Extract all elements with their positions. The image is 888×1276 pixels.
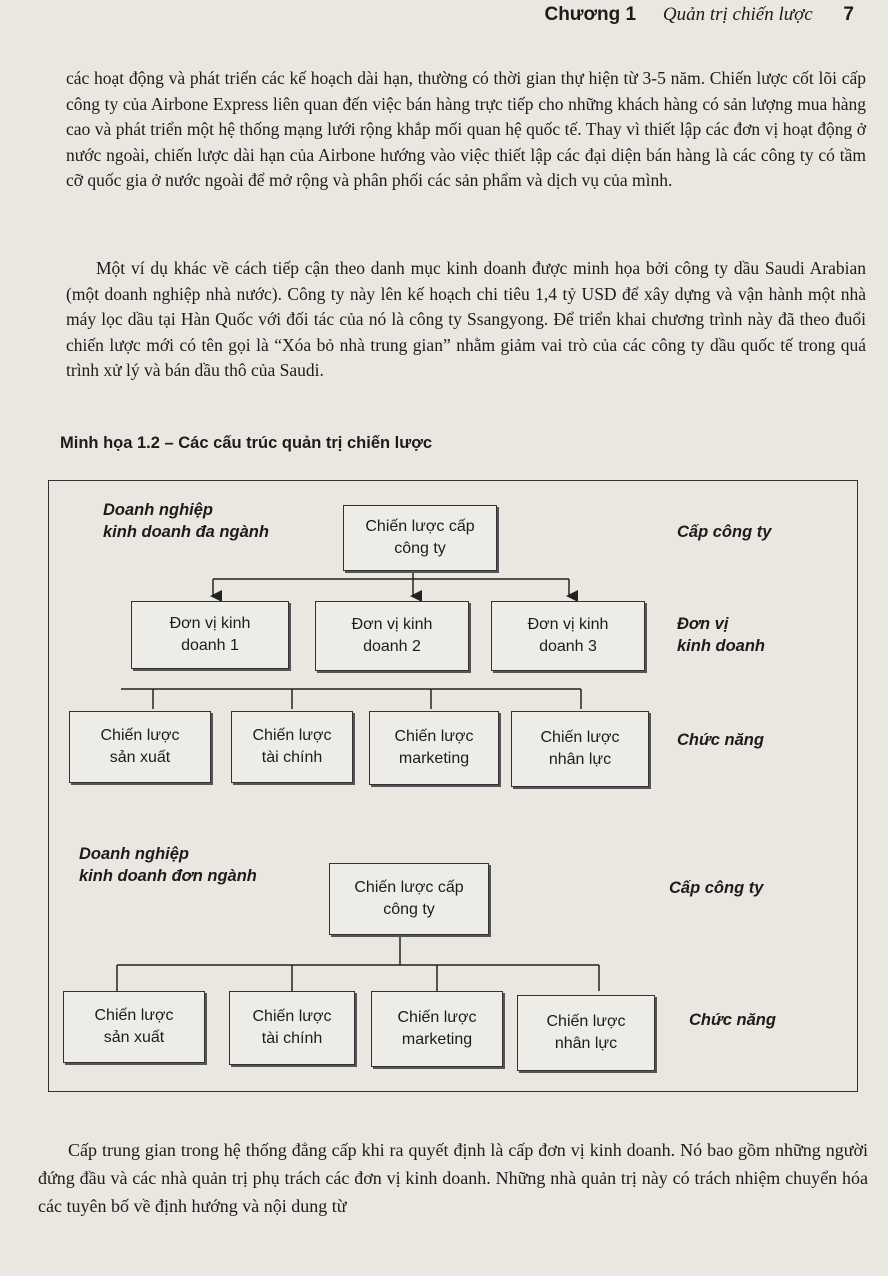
multi-function-level-label: Chức năng	[677, 731, 764, 749]
single-corporate-strategy-box: Chiến lược cấp công ty	[329, 863, 489, 935]
multi-corporate-level-label: Cấp công ty	[677, 523, 772, 541]
single-corporate-level-label: Cấp công ty	[669, 879, 764, 897]
chapter-title: Quản trị chiến lược	[662, 4, 813, 25]
figure-caption: Minh họa 1.2 – Các cấu trúc quản trị chiến lược	[60, 434, 433, 452]
business-unit-1-box: Đơn vị kinh doanh 1	[131, 601, 289, 669]
single-function-marketing-box: Chiến lược marketing	[371, 991, 503, 1067]
single-function-level-label: Chức năng	[689, 1011, 776, 1029]
single-function-finance-box: Chiến lược tài chính	[229, 991, 355, 1065]
single-function-hr-box: Chiến lược nhân lực	[517, 995, 655, 1071]
multi-business-type-label: Doanh nghiệp kinh doanh đa ngành	[103, 501, 269, 541]
business-unit-2-box: Đơn vị kinh doanh 2	[315, 601, 469, 671]
multi-function-finance-box: Chiến lược tài chính	[231, 711, 353, 783]
multi-function-marketing-box: Chiến lược marketing	[369, 711, 499, 785]
chapter-label: Chương 1	[544, 4, 637, 25]
single-business-type-label: Doanh nghiệp kinh doanh đơn ngành	[79, 845, 257, 885]
single-function-production-box: Chiến lược sản xuất	[63, 991, 205, 1063]
multi-function-hr-box: Chiến lược nhân lực	[511, 711, 649, 787]
page-number: 7	[843, 4, 854, 25]
paragraph-3: Cấp trung gian trong hệ thống đẳng cấp khi ra quyết định là cấp đơn vị kinh doanh. Nó bao gồm những người đứng đầu và các nhà quản trị phụ trách các đơn vị kinh doanh. Những nhà quản trị này có trách nhiệm chuyển hóa các tuyên bố về định hướng và nội dung từ	[38, 1140, 868, 1216]
multi-corporate-strategy-box: Chiến lược cấp công ty	[343, 505, 497, 571]
strategy-structure-diagram	[48, 480, 858, 1092]
paragraph-2: Một ví dụ khác về cách tiếp cận theo danh mục kinh doanh được minh họa bởi công ty dầu Saudi Arabian (một doanh nghiệp nhà nước). Công ty này lên kế hoạch chi tiêu 1,4 tỷ USD để xây dựng và vận hành một nhà máy lọc dầu tại Hàn Quốc với đối tác của nó là công ty Ssangyong. Để triển khai chương trình này đã theo đuổi chiến lược mới có tên gọi là “Xóa bỏ nhà trung gian” nhằm giảm vai trò của các công ty dầu quốc tế trong quá trình xử lý và bán dầu thô của Saudi.	[66, 258, 866, 380]
business-unit-3-box: Đơn vị kinh doanh 3	[491, 601, 645, 671]
multi-function-production-box: Chiến lược sản xuất	[69, 711, 211, 783]
running-header	[544, 4, 854, 26]
paragraph-1: các hoạt động và phát triển các kế hoạch dài hạn, thường có thời gian thự hiện từ 3-5 năm. Chiến lược cốt lõi cấp công ty của Airbone Express liên quan đến việc bán hàng trực tiếp cho những khách hàng có sản lượng mua hàng cao và phát triển một hệ thống mạng lưới rộng khắp mối quan hệ quốc tế. Thay vì thiết lập các đơn vị hoạt động ở nước ngoài, chiến lược dài hạn của Airbone hướng vào việc thiết lập các đại diện bán hàng là các công ty có tầm cỡ quốc gia ở nước ngoài để mở rộng và phân phối các sản phẩm và dịch vụ của mình.	[66, 68, 866, 190]
business-unit-level-label: Đơn vị kinh doanh	[677, 615, 765, 655]
